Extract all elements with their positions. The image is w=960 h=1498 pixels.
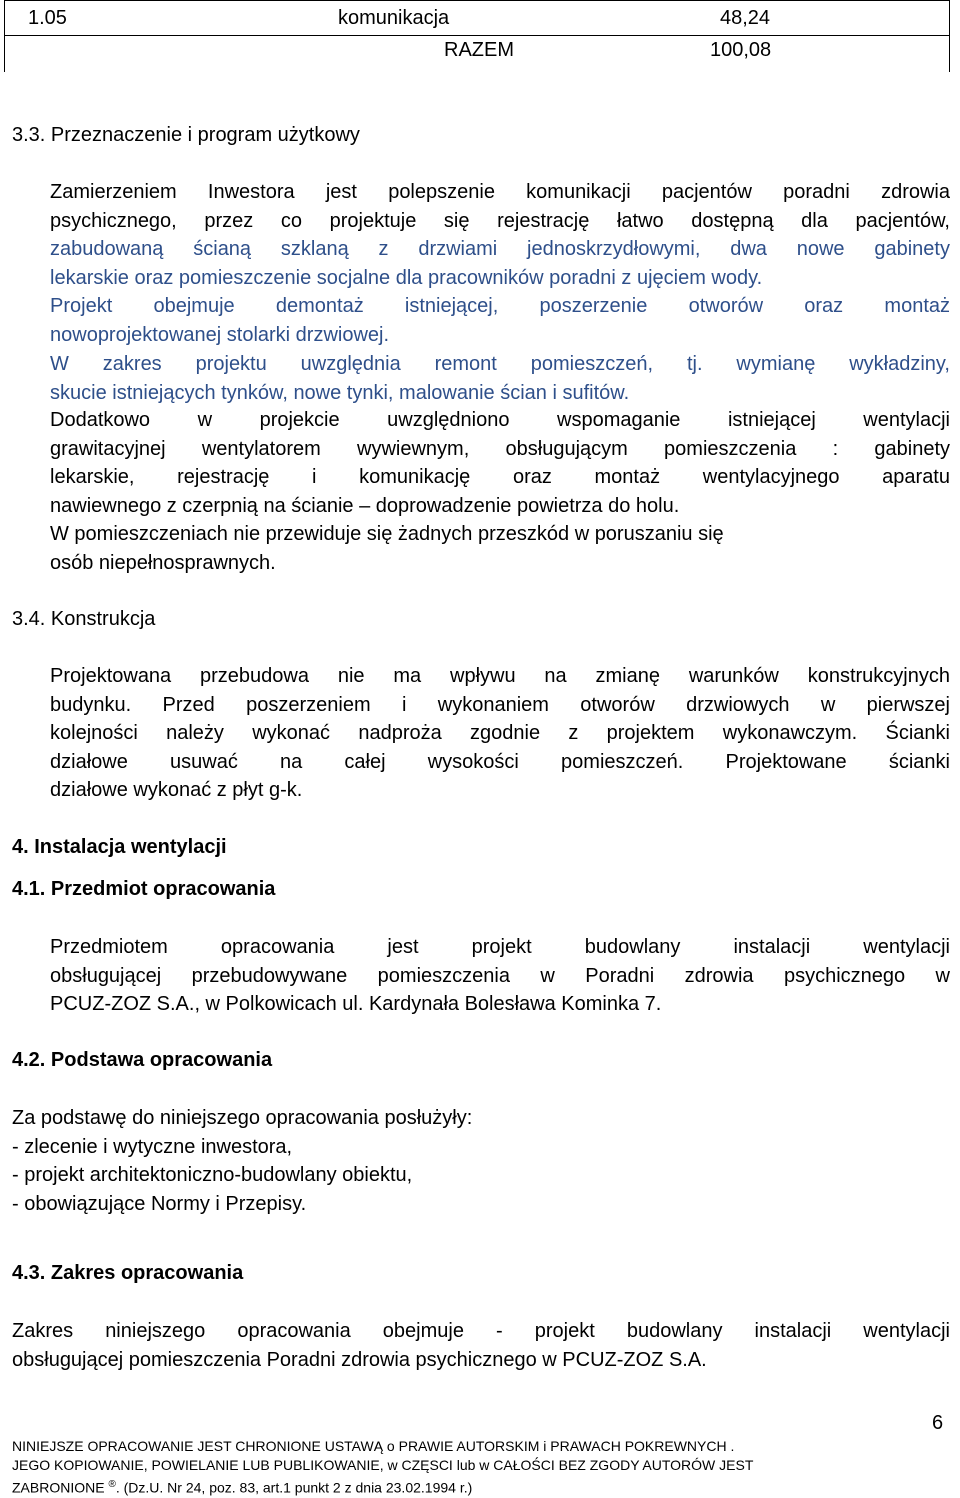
table-border-left: [4, 0, 5, 72]
section-3-3-paragraph-3: W zakres projektu uwzględnia remont pomieszczeń, tj. wymianę wykładziny, skucie istniejących tynków, nowe tynki, malowanie ścian i sufitów.: [50, 353, 950, 404]
table-cell-value: 100,08: [710, 39, 772, 61]
table-cell-name: RAZEM: [444, 39, 514, 61]
table-cell-value: 48,24: [720, 7, 771, 29]
list-item: - zlecenie i wytyczne inwestora,: [12, 1135, 293, 1158]
table-cell-no: 1.05: [28, 7, 67, 29]
section-4-1-paragraph: Przedmiotem opracowania jest projekt budowlany instalacji wentylacji obsługującej przebudowywane pomieszczenia w Poradni zdrowia psychicznego w PCUZ-ZOZ S.A., w Polkowicach ul. Kardynała Bolesława Kominka 7.: [50, 936, 950, 1016]
section-4-heading: 4. Instalacja wentylacji: [12, 836, 227, 858]
table-border-top: [4, 0, 950, 1]
section-3-4-heading: 3.4. Konstrukcja: [12, 608, 156, 630]
section-4-3-paragraph: Zakres niniejszego opracowania obejmuje - projekt budowlany instalacji wentylacji obsługującej pomieszczenia Poradni zdrowia psychicznego w PCUZ-ZOZ S.A.: [12, 1320, 950, 1371]
section-4-3-heading: 4.3. Zakres opracowania: [12, 1262, 244, 1284]
section-3-4-paragraph: Projektowana przebudowa nie ma wpływu na zmianę warunków konstrukcyjnych budynku. Przed poszerzeniem i wykonaniem otworów drzwiowych w pierwszej kolejności należy wykonać nadproża zgodnie z projektem wykonawczym. Ścianki działowe usuwać na całej wysokości pomieszczeń. Projektowane ścianki działowe wykonać z płyt g-k.: [50, 665, 950, 802]
section-3-3-paragraph-4: Dodatkowo w projekcie uwzględniono wspomaganie istniejącej wentylacji grawitacyjnej wentylatorem wywiewnym, obsługującym pomieszczenia : gabinety lekarskie, rejestrację i komunikację oraz montaż wentylacyjnego aparatu nawiewnego z czerpnią na ścianie – doprowadzenie powietrza do holu.: [50, 409, 950, 517]
section-3-3-paragraph-5: W pomieszczeniach nie przewiduje się żadnych przeszkód w poruszaniu się osób niepełnosprawnych.: [50, 523, 724, 574]
table-cell-name: komunikacja: [338, 7, 450, 29]
page-number: 6: [932, 1412, 944, 1434]
section-3-3-heading: 3.3. Przeznaczenie i program użytkowy: [12, 124, 360, 146]
area-table: [4, 0, 950, 72]
section-4-2-list: Za podstawę do niniejszego opracowania posłużyły: - zlecenie i wytyczne inwestora, - projekt architektoniczno-budowlany obiektu, - obowiązujące Normy i Przepisy.: [12, 1104, 950, 1218]
list-item: - projekt architektoniczno-budowlany obiektu,: [12, 1164, 413, 1187]
section-3-3-paragraph-1: Zamierzeniem Inwestora jest polepszenie komunikacji pacjentów poradni zdrowia psychicznego, przez co projektuje się rejestrację łatwo dostępną dla pacjentów, zabudowaną ścianą szklaną z drzwiami jednoskrzydłowymi, dwa nowe gabinety lekarskie oraz pomieszczenie socjalne dla pracowników poradni z ujęciem wody.: [50, 181, 950, 289]
section-4-2-heading: 4.2. Podstawa opracowania: [12, 1049, 273, 1071]
section-3-3-paragraph-2: Projekt obejmuje demontaż istniejącej, poszerzenie otworów oraz montaż nowoprojektowanej stolarki drzwiowej.: [50, 295, 950, 346]
list-item: - obowiązujące Normy i Przepisy.: [12, 1192, 307, 1215]
table-row-divider: [4, 35, 950, 36]
table-border-right: [949, 0, 950, 72]
registered-mark: ®: [108, 1479, 116, 1490]
copyright-footer: NINIEJSZE OPRACOWANIE JEST CHRONIONE USTAWĄ o PRAWIE AUTORSKIM i PRAWACH POKREWNYCH . JEGO KOPIOWANIE, POWIELANIE LUB PUBLIKOWANIE, w CZĘSCI lub w CAŁOŚCI BEZ ZGODY AUTORÓW JEST ZABRONIONE ®. (Dz.U. Nr 24, poz. 83, art.1 punkt 2 z dnia 23.02.1994 r.): [12, 1438, 754, 1496]
section-4-1-heading: 4.1. Przedmiot opracowania: [12, 878, 276, 900]
